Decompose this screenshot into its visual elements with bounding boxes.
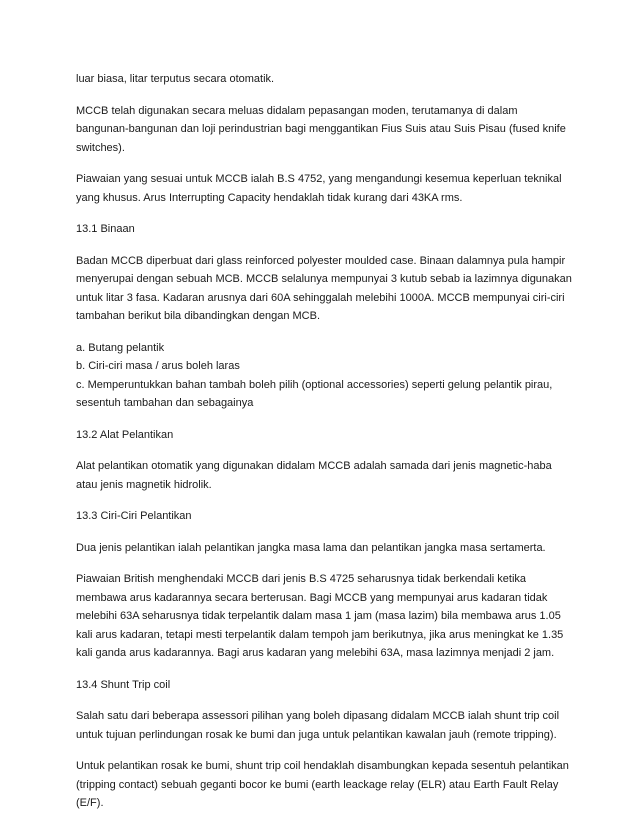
paragraph: Alat pelantikan otomatik yang digunakan didalam MCCB adalah samada dari jenis magnetic-haba atau jenis magnetik hidrolik. <box>76 460 552 491</box>
section-heading: 13.3 Ciri-Ciri Pelantikan <box>76 510 192 522</box>
paragraph: Salah satu dari beberapa assessori pilihan yang boleh dipasang didalam MCCB ialah shunt trip coil untuk tujuan perlindungan rosak ke bumi dan juga untuk pelantikan kawalan jauh (remote tripping). <box>76 710 560 741</box>
paragraph: Dua jenis pelantikan ialah pelantikan jangka masa lama dan pelantikan jangka masa sertamerta. <box>76 541 546 554</box>
list-item: c. Memperuntukkan bahan tambah boleh pilih (optional accessories) seperti gelung pelantik pirau, sesentuh tambahan dan sebagainya <box>76 378 553 409</box>
list-item: a. Butang pelantik <box>76 341 165 354</box>
paragraph: Piawaian British menghendaki MCCB dari jenis B.S 4725 seharusnya tidak berkendali ketika membawa arus kadarannya secara berterusan. Bagi MCCB yang mempunyai arus kadaran tidak melebihi 63A seharusnya tidak terpelantik dalam masa 1 jam (masa lazim) bila membawa arus 1.05 kali arus kadaran, tetapi mesti terpelantik dalam tempoh jam berikutnya, jika arus meningkat ke 1.35 kali ganda arus kadarannya. Bagi arus kadaran yang melebihi 63A, masa lazimnya menjadi 2 jam. <box>76 573 564 659</box>
paragraph: Badan MCCB diperbuat dari glass reinforced polyester moulded case. Binaan dalamnya pula hampir menyerupai dengan sebuah MCB. MCCB selalunya mempunyai 3 kutub sebab ia lazimnya digunakan untuk litar 3 fasa. Kadaran arusnya dari 60A sehinggalah melebihi 1000A. MCCB mempunyai ciri-ciri tambahan berikut bila dibandingkan dengan MCB. <box>76 254 572 322</box>
feature-list <box>76 339 572 413</box>
section-heading: 13.2 Alat Pelantikan <box>76 428 174 441</box>
paragraph: Untuk pelantikan rosak ke bumi, shunt trip coil hendaklah disambungkan kepada sesentuh pelantikan (tripping contact) sebuah geganti bocor ke bumi (earth leackage relay (ELR) atau Earth Fault Relay (E/F). <box>76 760 569 809</box>
section-heading: 13.4 Shunt Trip coil <box>76 678 171 691</box>
paragraph: MCCB telah digunakan secara meluas didalam pepasangan moden, terutamanya di dalam bangunan-bangunan dan loji perindustrian bagi menggantikan Fius Suis atau Suis Pisau (fused knife switches). <box>76 104 566 154</box>
section-heading: 13.1 Binaan <box>76 223 135 235</box>
paragraph: Piawaian yang sesuai untuk MCCB ialah B.S 4752, yang mengandungi kesemua keperluan teknikal yang khusus. Arus Interrupting Capacity hendaklah tidak kurang dari 43KA rms. <box>76 173 562 204</box>
paragraph: luar biasa, litar terputus secara otomatik. <box>76 73 275 85</box>
document-body <box>76 70 572 826</box>
list-item: b. Ciri-ciri masa / arus boleh laras <box>76 360 240 372</box>
